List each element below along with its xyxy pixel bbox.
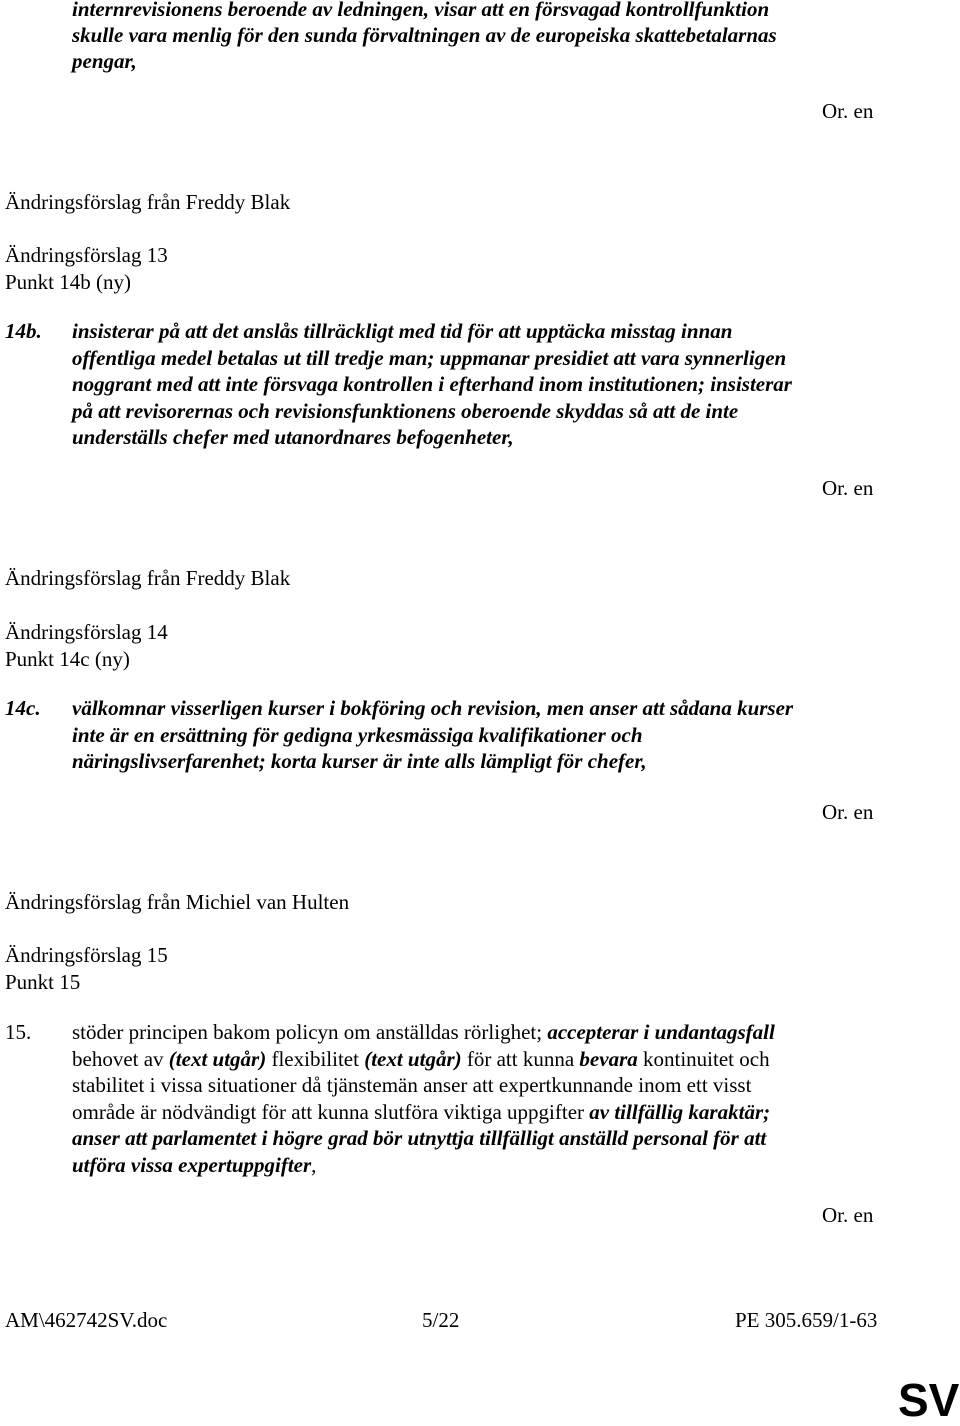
text-segment: kontinuitet och [637, 1047, 770, 1071]
paragraph-line: näringslivserfarenhet; korta kurser är inte alls lämpligt för chefer, [72, 749, 647, 773]
amendment-title: Ändringsförslag 13 [5, 243, 168, 267]
paragraph-line: offentliga medel betalas ut till tredje man; uppmanar presidiet att vara synnerligen [72, 346, 787, 370]
added-text: utföra vissa expertuppgifter [72, 1153, 312, 1177]
intro-line-3: pengar, [72, 49, 137, 73]
amendment-author: Ändringsförslag från Freddy Blak [5, 190, 291, 214]
amendment-author: Ändringsförslag från Freddy Blak [5, 566, 291, 590]
deleted-text-marker: (text utgår) [364, 1047, 462, 1071]
footer-doc-ref: AM\462742SV.doc [5, 1308, 168, 1332]
paragraph-line [72, 1046, 770, 1073]
paragraph-line: på att revisorernas och revisionsfunktionens oberoende skyddas så att de inte [72, 399, 739, 423]
amendment-point: Punkt 14b (ny) [5, 270, 131, 294]
deleted-text-marker: (text utgår) [168, 1047, 267, 1071]
paragraph-line: insisterar på att det anslås tillräckligt med tid för att upptäcka misstag innan [72, 319, 733, 343]
added-text: accepterar i undantagsfall [547, 1020, 775, 1044]
original-language-label: Or. en [822, 99, 874, 123]
paragraph-line: underställs chefer med utanordnares befogenheter, [72, 425, 514, 449]
amendment-point: Punkt 15 [5, 970, 81, 994]
footer-pe-ref: PE 305.659/1-63 [735, 1308, 878, 1332]
language-mark: SV [898, 1374, 960, 1426]
original-language-label: Or. en [822, 1203, 874, 1227]
original-language-label: Or. en [822, 800, 874, 824]
original-language-label: Or. en [822, 476, 874, 500]
amendment-point: Punkt 14c (ny) [5, 647, 130, 671]
paragraph-line: inte är en ersättning för gedigna yrkesmässiga kvalifikationer och [72, 723, 643, 747]
paragraph-number: 14c. [5, 696, 41, 720]
paragraph-number: 14b. [5, 319, 42, 343]
paragraph-number: 15. [5, 1020, 32, 1044]
paragraph-line [72, 1019, 775, 1046]
text-segment: behovet av [72, 1047, 169, 1071]
paragraph-line [72, 1099, 770, 1126]
added-text: av tillfällig karaktär; [589, 1100, 771, 1124]
added-text: bevara [579, 1047, 638, 1071]
amendment-title: Ändringsförslag 15 [5, 943, 168, 967]
paragraph-line: stabilitet i vissa situationer då tjänstemän anser att expertkunnande inom ett visst [72, 1073, 752, 1097]
paragraph-line: noggrant med att inte försvaga kontrollen i efterhand inom institutionen; insisterar [72, 372, 792, 396]
amendment-author: Ändringsförslag från Michiel van Hulten [5, 890, 350, 914]
paragraph-line [72, 1152, 316, 1179]
text-segment: stöder principen bakom policyn om anställdas rörlighet; [72, 1020, 548, 1044]
intro-line-1: internrevisionens beroende av ledningen, visar att en försvagad kontrollfunktion [72, 0, 770, 21]
paragraph-line: välkomnar visserligen kurser i bokföring och revision, men anser att sådana kurser [72, 696, 794, 720]
intro-line-2: skulle vara menlig för den sunda förvaltningen av de europeiska skattebetalarnas [72, 23, 777, 47]
text-segment: för att kunna [461, 1047, 580, 1071]
footer-page-number: 5/22 [422, 1308, 460, 1332]
text-segment: , [311, 1153, 317, 1177]
text-segment: flexibilitet [266, 1047, 365, 1071]
amendment-title: Ändringsförslag 14 [5, 620, 168, 644]
paragraph-line: anser att parlamentet i högre grad bör utnyttja tillfälligt anställd personal för att [72, 1126, 767, 1150]
text-segment: område är nödvändigt för att kunna slutföra viktiga uppgifter [72, 1100, 590, 1124]
